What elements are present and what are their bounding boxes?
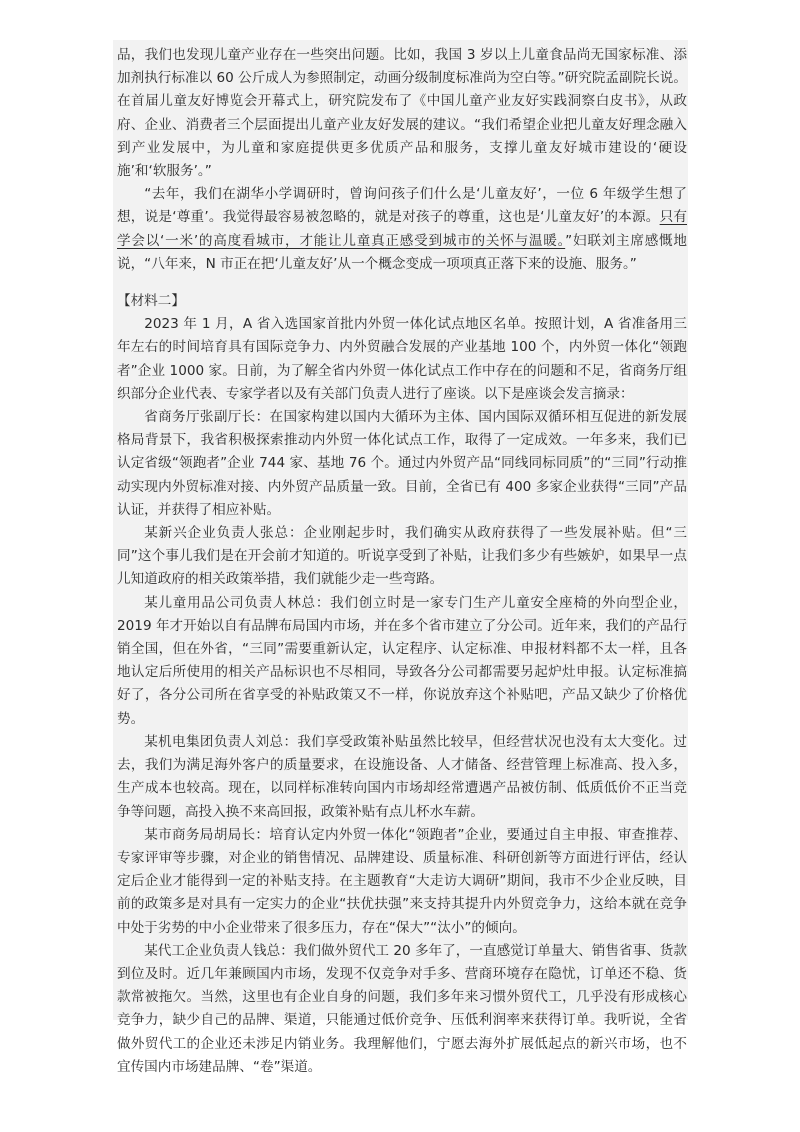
material2-paragraph: 省商务厅张副厅长：在国家构建以国内大循环为主体、国内国际双循环相互促进的新发展格局背景下，我省积极探索推动内外贸一体化试点工作，取得了一定成效。一年多来，我们已认定省级“领跑者”企业 744 家、基地 76 个。通过内外贸产品“同线同标同质”的“三同”行动推动实现内外贸标准对接、内外贸产品质量一致。目前，全省已有 400 多家企业获得“三同”产品认证，并获得了相应补贴。 — [117, 409, 687, 518]
material2-paragraph: 某代工企业负责人钱总：我们做外贸代工 20 多年了，一直感觉订单量大、销售省事、货款到位及时。近几年兼顾国内市场，发现不仅竞争对手多、营商环境存在隐忧，订单还不稳、货款常被拖欠。当然，这里也有企业自身的问题，我们多年来习惯外贸代工，几乎没有形成核心竞争力，缺少自己的品牌、渠道，只能通过低价竞争、压低利润率来获得订单。我听说，全省做外贸代工的企业还未涉足内销业务。我理解他们，宁愿去海外扩展低起点的新兴市场，也不宜传国内市场建品牌、“卷”渠道。 — [117, 942, 687, 1075]
material1-paragraph-2 — [117, 183, 687, 276]
material2-heading: 【材料二】 — [117, 293, 185, 310]
material1-paragraph-1: 品，我们也发现儿童产业存在一些突出问题。比如，我国 3 岁以上儿童食品尚无国家标准、添加剂执行标准以 60 公斤成人为参照制定，动画分级制度标准尚为空白等。”研究院孟副院长说。在首届儿童友好博览会开幕式上，研究院发布了《中国儿童产业友好实践洞察白皮书》，从政府、企业、消费者三个层面提出儿童产业友好发展的建议。“我们希望企业把儿童友好理念融入到产业发展中，为儿童和家庭提供更多优质产品和服务，支撑儿童友好城市建设的‘硬设施’和‘软服务’。” — [117, 47, 687, 180]
material2-paragraph: 某新兴企业负责人张总：企业刚起步时，我们确实从政府获得了一些发展补贴。但“三同”这个事儿我们是在开会前才知道的。听说享受到了补贴，让我们多少有些嫉妒，如果早一点儿知道政府的相关政策举措，我们就能少走一些弯路。 — [117, 525, 687, 588]
material2-paragraph: 2023 年 1 月，A 省入选国家首批内外贸一体化试点地区名单。按照计划，A 省准备用三年左右的时间培育具有国际竞争力、内外贸融合发展的产业基地 100 个，内外贸一体化“领跑者”企业 1000 家。日前，为了解全省内外贸一体化试点工作中存在的问题和不足，省商务厅组织部分企业代表、专家学者以及有关部门负责人进行了座谈。以下是座谈会发言摘录： — [117, 316, 687, 402]
quote-attribution: ”妇联刘主席感慨地说，“八年来，N 市正在把‘儿童友好’从一个概念变成一项项真正落下来的设施、服务。” — [117, 232, 688, 272]
material2-paragraph: 某机电集团负责人刘总：我们享受政策补贴虽然比较早，但经营状况也没有太大变化。过去，我们为满足海外客户的质量要求，在设施设备、人才储备、经营管理上标准高、投入多，生产成本也较高。现在，以同样标准转向国内市场却经常遭遇产品被仿制、低质低价不正当竞争等问题，高投入换不来高回报，政策补贴有点儿杯水车薪。 — [117, 733, 687, 820]
material2-paragraph: 某市商务局胡局长：培育认定内外贸一体化“领跑者”企业，要通过自主申报、审查推荐、专家评审等步骤，对企业的销售情况、品牌建设、质量标准、科研创新等方面进行评估，经认定后企业才能得到一定的补贴支持。在主题教育“大走访大调研”期间，我市不少企业反映，目前的政策多是对具有一定实力的企业“扶优扶强”来支持其提升内外贸竞争力，这给本就在竞争中处于劣势的中小企业带来了很多压力，存在“保大”“汰小”的倾向。 — [117, 826, 687, 936]
material2-paragraph: 某儿童用品公司负责人林总：我们创立时是一家专门生产儿童安全座椅的外向型企业，2019 年才开始以自有品牌布局国内市场，并在多个省市建立了分公司。近年来，我们的产品行销全国，但在外省，“三同”需要重新认定，认定程序、认定标准、申报材料都不太一样，且各地认定后所使用的相关产品标识也不尽相同，导致各分公司都需要另起炉灶申报。认定标准搞好了，各分公司所在省享受的补贴政策又不一样，你说放弃这个补贴吧，产品又缺少了价格优势。 — [117, 594, 687, 727]
quote-text: “去年，我们在湖华小学调研时，曾询问孩子们什么是‘儿童友好’，一位 6 年级学生想了想，说是‘尊重’。我觉得最容易被忽略的，就是对孩子的尊重，这也是‘儿童友好’的本源。 — [117, 186, 687, 226]
underlined-sentence: 只有学会以‘一米’的高度看城市，才能让儿童真正感受到城市的关怀与温暖。 — [117, 209, 687, 249]
document-content — [117, 44, 687, 1079]
